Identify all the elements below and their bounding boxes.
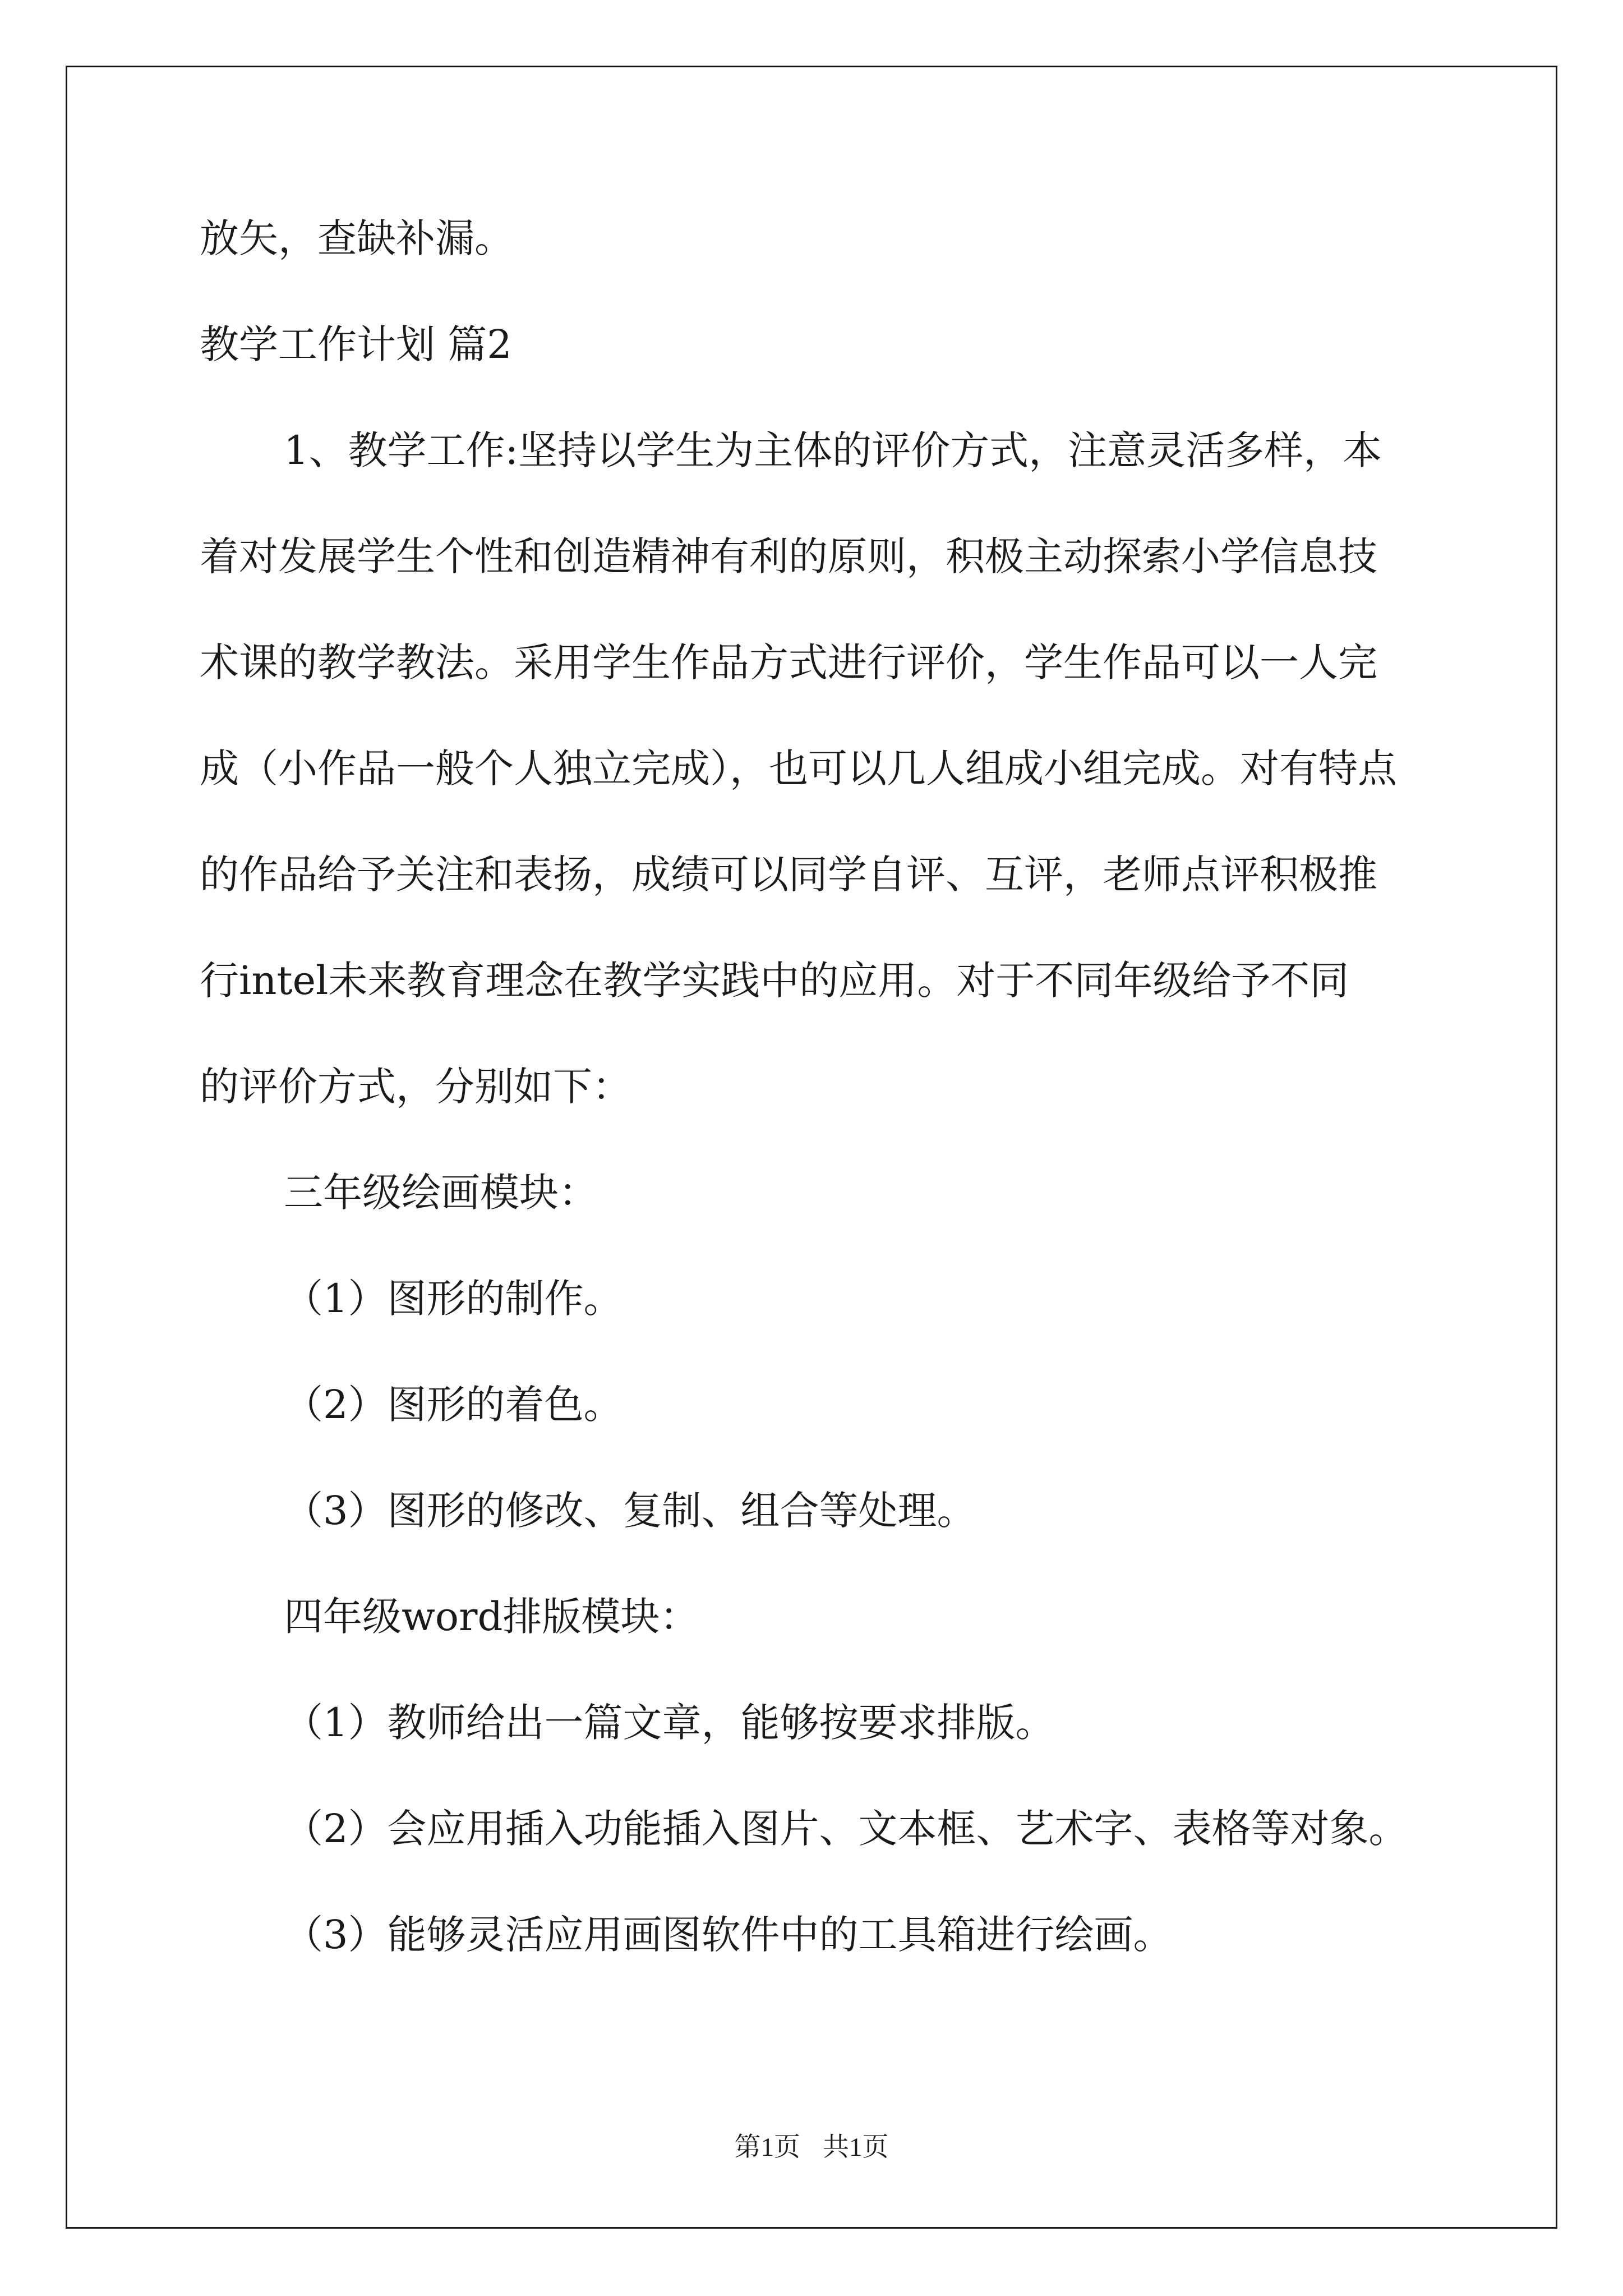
text-line: 四年级word排版模块：: [284, 1594, 699, 1640]
document-body: [200, 208, 1461, 2010]
text-line: 着对发展学生个性和创造精神有利的原则，积极主动探索小学信息技: [200, 533, 1377, 579]
page-number: 第1页: [734, 2133, 800, 2162]
page-total: 共1页: [823, 2133, 889, 2162]
text-line: 术课的教学教法。采用学生作品方式进行评价，学生作品可以一人完: [200, 639, 1377, 685]
text-line: 1、教学工作:坚持以学生为主体的评价方式，注意灵活多样，本: [284, 427, 1382, 473]
text-line: 的评价方式，分别如下：: [200, 1064, 631, 1110]
list-item: （1）图形的制作。: [284, 1276, 623, 1322]
text-line: 的作品给予关注和表扬，成绩可以同学自评、互评，老师点评积极推: [200, 852, 1377, 898]
page-footer: [0, 2126, 1623, 2164]
section-heading: 教学工作计划 篇2: [200, 321, 512, 367]
list-item: （3）能够灵活应用画图软件中的工具箱进行绘画。: [284, 1912, 1173, 1958]
list-item: （3）图形的修改、复制、组合等处理。: [284, 1488, 976, 1534]
text-line: 行intel未来教育理念在教学实践中的应用。对于不同年级给予不同: [200, 958, 1349, 1004]
text-line: 三年级绘画模块：: [284, 1170, 598, 1216]
list-item: （2）会应用插入功能插入图片、文本框、艺术字、表格等对象。: [284, 1806, 1408, 1852]
list-item: （2）图形的着色。: [284, 1382, 623, 1428]
text-line: 成（小作品一般个人独立完成），也可以几人组成小组完成。对有特点: [200, 746, 1397, 792]
list-item: （1）教师给出一篇文章，能够按要求排版。: [284, 1700, 1055, 1746]
text-line: 放矢，查缺补漏。: [200, 215, 514, 261]
